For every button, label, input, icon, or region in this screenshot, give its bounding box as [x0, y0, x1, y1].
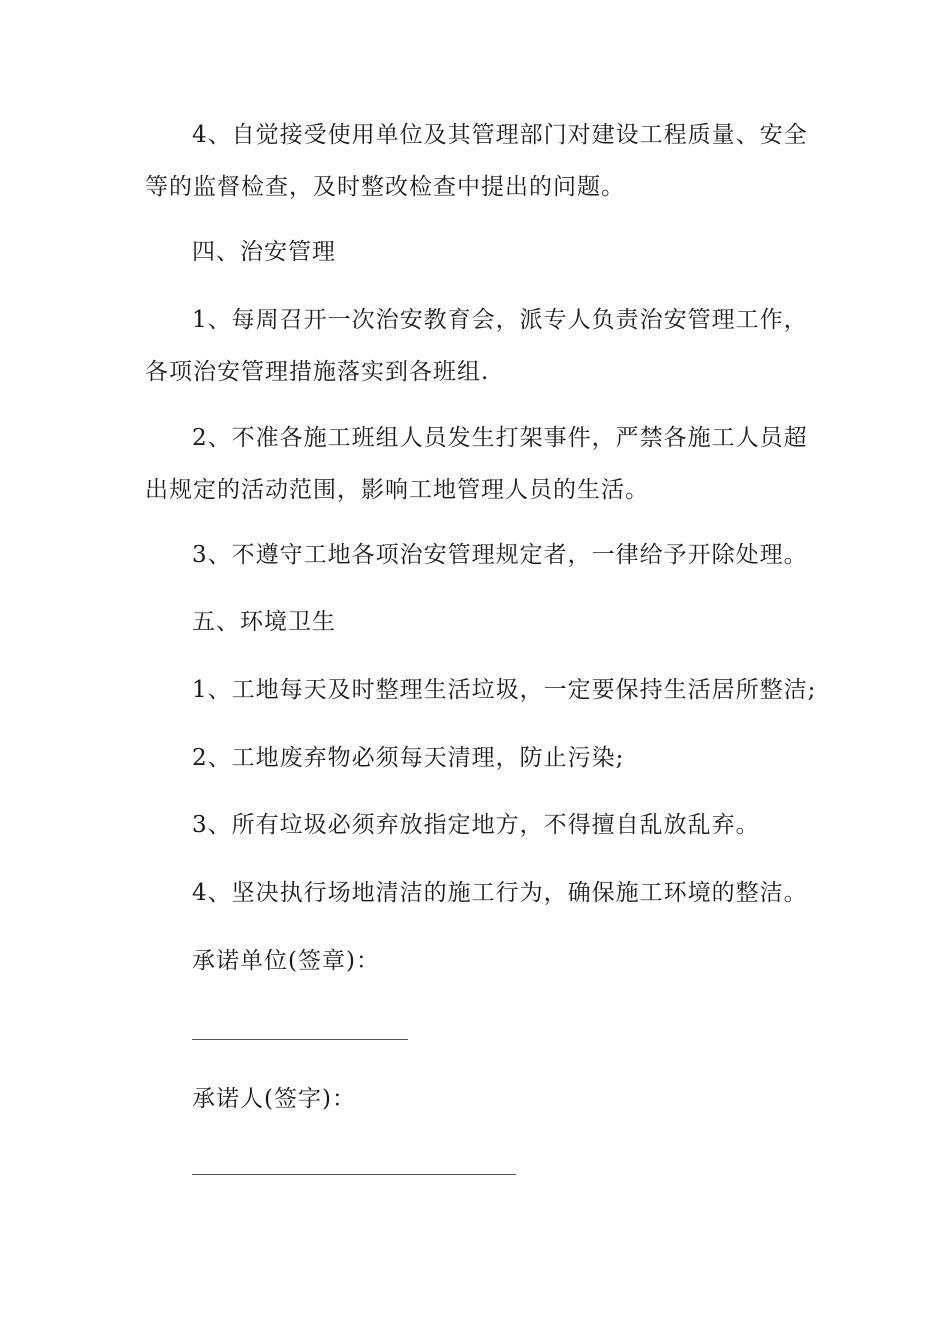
- section-heading-environment: 五、环境卫生: [192, 609, 336, 635]
- signature-person-label: 承诺人(签字)：: [192, 1086, 356, 1112]
- paragraph-4-1: 1、每周召开一次治安教育会，派专人负责治安管理工作，各项治安管理措施落实到各班组.: [145, 307, 808, 385]
- signature-unit-line[interactable]: [192, 1039, 408, 1040]
- paragraph-4-2: 2、不准各施工班组人员发生打架事件，严禁各施工人员超出规定的活动范围，影响工地管理人员的生活。: [145, 425, 808, 503]
- paragraph-5-1: 1、工地每天及时整理生活垃圾，一定要保持生活居所整洁;: [192, 677, 817, 703]
- paragraph-5-3: 3、所有垃圾必须弃放指定地方，不得擅自乱放乱弃。: [192, 812, 760, 838]
- signature-person-line[interactable]: [192, 1174, 516, 1175]
- paragraph-5-4: 4、坚决执行场地清洁的施工行为，确保施工环境的整洁。: [192, 880, 808, 906]
- paragraph-5-2: 2、工地废弃物必须每天清理，防止污染;: [192, 745, 625, 771]
- paragraph-4-3: 3、不遵守工地各项治安管理规定者，一律给予开除处理。: [192, 542, 808, 568]
- signature-unit-label: 承诺单位(签章)：: [192, 948, 380, 974]
- paragraph-3-4: 4、自觉接受使用单位及其管理部门对建设工程质量、安全等的监督检查，及时整改检查中提出的问题。: [145, 122, 808, 200]
- section-heading-public-security: 四、治安管理: [192, 239, 336, 265]
